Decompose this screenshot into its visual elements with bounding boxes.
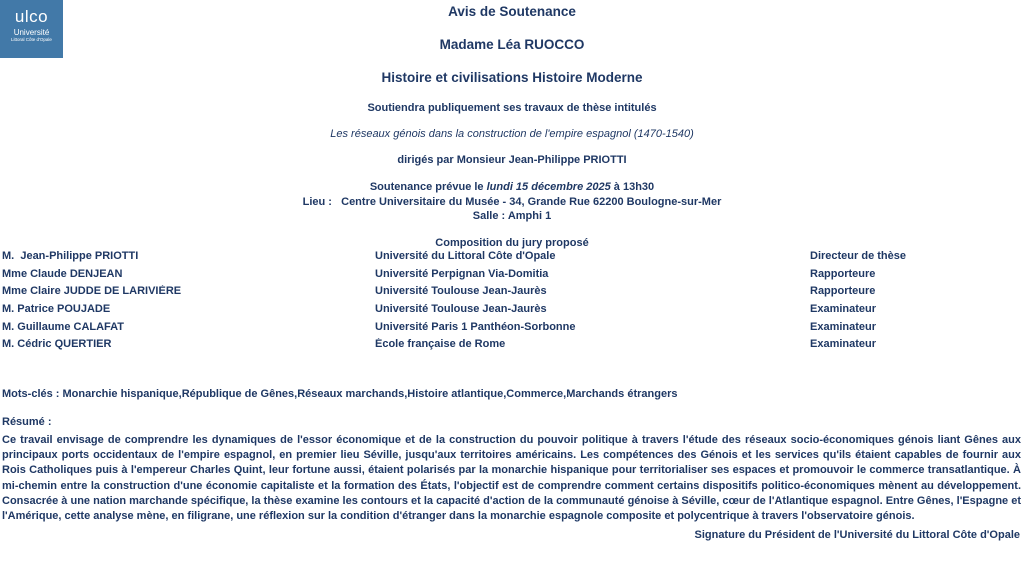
candidate-name: Madame Léa RUOCCO	[439, 37, 585, 52]
announcement-line: Soutiendra publiquement ses travaux de thèse intitulés	[367, 102, 657, 114]
jury-member-name: M. Patrice POUJADE	[2, 303, 111, 316]
thesis-title: Les réseaux génois dans la construction de l'empire espagnol (1470-1540)	[330, 128, 694, 140]
date-prefix: Soutenance prévue le	[369, 181, 487, 193]
jury-member-name: Mme Claire JUDDE DE LARIVIÈRE	[2, 285, 182, 298]
jury-member-affiliation: Université du Littoral Côte d'Opale	[375, 250, 556, 262]
jury-member-role: Examinateur	[810, 303, 877, 316]
logo-university-name: Université	[13, 28, 50, 37]
supervisor-line: dirigés par Monsieur Jean-Philippe PRIOTTI	[397, 154, 627, 166]
jury-row	[2, 250, 1024, 268]
jury-heading: Composition du jury proposé	[435, 237, 589, 249]
room-line: Salle : Amphi 1	[472, 210, 552, 222]
document-title: Avis de Soutenance	[448, 4, 576, 19]
discipline: Histoire et civilisations Histoire Moderne	[381, 70, 643, 85]
jury-member-role: Examinateur	[810, 338, 877, 351]
jury-member-affiliation: École française de Rome	[375, 338, 506, 351]
logo-acronym: ulco	[14, 7, 49, 26]
jury-member-role: Examinateur	[810, 320, 877, 333]
keywords-line: Mots-clés : Monarchie hispanique,République de Gênes,Réseaux marchands,Histoire atlantique,Commerce,Marchands étrangers	[2, 388, 678, 400]
jury-row	[2, 303, 1024, 321]
defense-date-line	[0, 181, 1024, 193]
jury-member-role: Rapporteure	[810, 285, 876, 298]
jury-member-name: M. Jean-Philippe PRIOTTI	[2, 250, 139, 262]
logo-university-subname: Littoral Côte d'Opale	[11, 37, 52, 42]
jury-member-affiliation: Université Paris 1 Panthéon-Sorbonne	[375, 320, 576, 333]
jury-member-affiliation: Université Toulouse Jean-Jaurès	[375, 303, 547, 316]
location-line: Lieu : Centre Universitaire du Musée - 34, Grande Rue 62200 Boulogne-sur-Mer	[302, 196, 722, 208]
abstract-label: Résumé :	[2, 416, 52, 428]
jury-member-role: Rapporteure	[810, 267, 876, 280]
jury-member-name: Mme Claude DENJEAN	[2, 267, 123, 280]
date-suffix: à 13h30	[610, 181, 655, 193]
jury-member-name: M. Guillaume CALAFAT	[2, 320, 125, 333]
jury-row	[2, 338, 1024, 356]
abstract-text: Ce travail envisage de comprendre les dynamiques de l'essor économique et de la construction du pouvoir politique à travers l'étude des réseaux socio-économiques génois liant Gênes aux principaux ports occidentaux de l'empire espagnol, en premier lieu Séville, jusqu'aux territoires américains. Les compétences des Génois et les services qu'ils étaient capables de fournir aux Rois Catholiques puis à l'empereur Charles Quint, leur fortune aussi, étaient polarisés par la monarchie hispanique pour territorialiser ses espaces et promouvoir le commerce transatlantique. À mi-chemin entre la construction d'une économie capitaliste et la formation des États, l'objectif est de comprendre comment certains dispositifs politico-économiques mènent au développement. Consacrée à une nation marchande spécifique, la thèse examine les contours et la capacité d'action de la communauté génoise à Séville, cœur de l'Atlantique espagnol. Entre Gênes, l'Espagne et l'Amérique, cette analyse mène, en filigrane, une réflexion sur la condition d'étranger dans la monarchie espagnole composite et polycentrique à travers l'observatoire génois.	[2, 434, 1021, 523]
jury-member-role: Directeur de thèse	[810, 250, 906, 262]
jury-member-affiliation: Université Perpignan Via-Domitia	[375, 267, 549, 280]
jury-member-affiliation: Université Toulouse Jean-Jaurès	[375, 285, 547, 298]
jury-table	[2, 250, 1024, 356]
date-value: lundi 15 décembre 2025	[486, 181, 611, 193]
jury-row	[2, 268, 1024, 286]
jury-row	[2, 321, 1024, 339]
jury-member-name: M. Cédric QUERTIER	[2, 338, 112, 351]
signature-line: Signature du Président de l'Université du Littoral Côte d'Opale	[694, 529, 1020, 541]
jury-row	[2, 285, 1024, 303]
